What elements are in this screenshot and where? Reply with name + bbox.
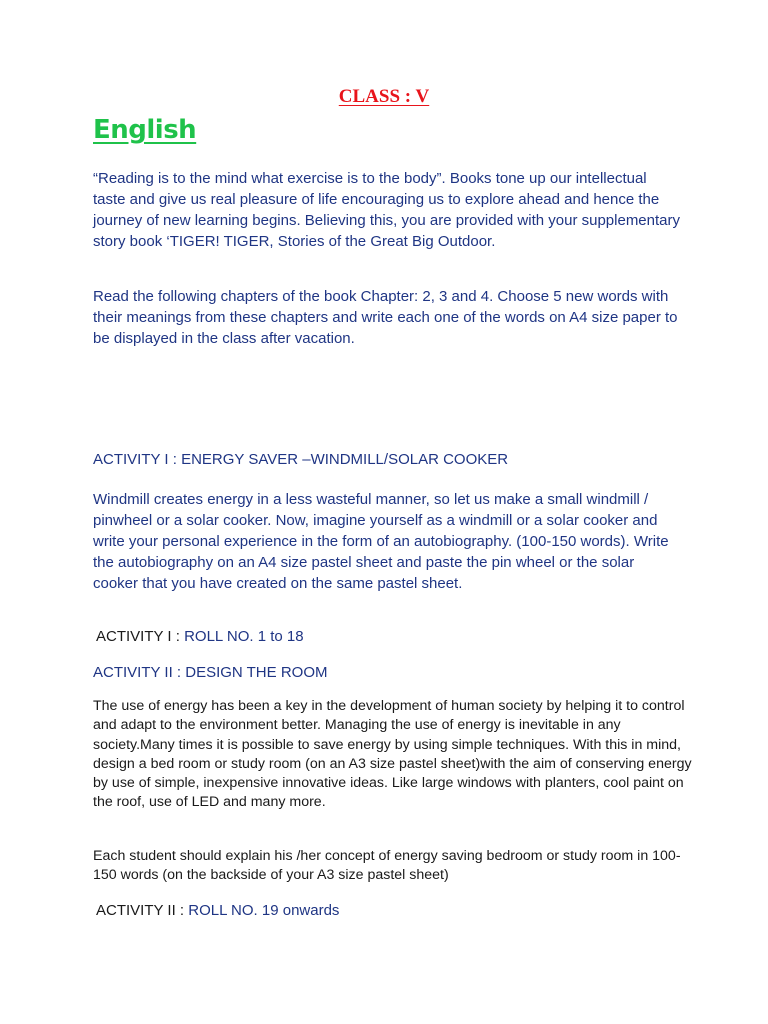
intro-paragraph: “Reading is to the mind what exercise is to the body”. Books tone up our intellectual taste and give us real pleasure of life encouraging us to explore ahead and hence the journey of new learning begins. Believing this, you are provided with your supplementary story book ‘TIGER! TIGER, Stories of the Great Big Outdoor.	[93, 170, 680, 250]
activity-2-heading: ACTIVITY II : DESIGN THE ROOM	[93, 664, 328, 681]
activity-1-body: Windmill creates energy in a less wasteful manner, so let us make a small windmill / pinwheel or a solar cooker. Now, imagine yourself as a windmill or a solar cooker and write your personal experience in the form of an autobiography. (100-150 words). Write the autobiography on an A4 size pastel sheet and paste the pin wheel or the solar cooker that you have created on the same pastel sheet.	[93, 491, 669, 592]
reading-task-paragraph: Read the following chapters of the book Chapter: 2, 3 and 4. Choose 5 new words with their meanings from these chapters and write each one of the words on A4 size paper to be displayed in the class after vacation.	[93, 288, 678, 347]
activity-2-roll-line	[96, 902, 339, 919]
activity-2-explain: Each student should explain his /her concept of energy saving bedroom or study room in 100-150 words (on the backside of your A3 size pastel sheet)	[93, 848, 681, 884]
subject-heading: English	[93, 115, 197, 145]
activity-1-heading: ACTIVITY I : ENERGY SAVER –WINDMILL/SOLAR COOKER	[93, 451, 509, 468]
activity-2-roll-value: ROLL NO. 19 onwards	[188, 902, 340, 919]
activity-1-roll-label: ACTIVITY I :	[96, 628, 180, 645]
activity-1-roll-value: ROLL NO. 1 to 18	[184, 628, 304, 645]
activity-2-roll-label: ACTIVITY II :	[96, 902, 185, 919]
activity-2-body: The use of energy has been a key in the development of human society by helping it to control and adapt to the environment better. Managing the use of energy is inevitable in any society.Many times it is possible to save energy by using simple techniques. With this in mind, design a bed room or study room (on an A3 size pastel sheet)with the aim of conserving energy by use of simple, inexpensive innovative ideas. Like large windows with planters, cool paint on the roof, use of LED and many more.	[93, 698, 692, 811]
class-title: CLASS : V	[338, 86, 430, 107]
activity-1-roll-line	[96, 628, 304, 645]
